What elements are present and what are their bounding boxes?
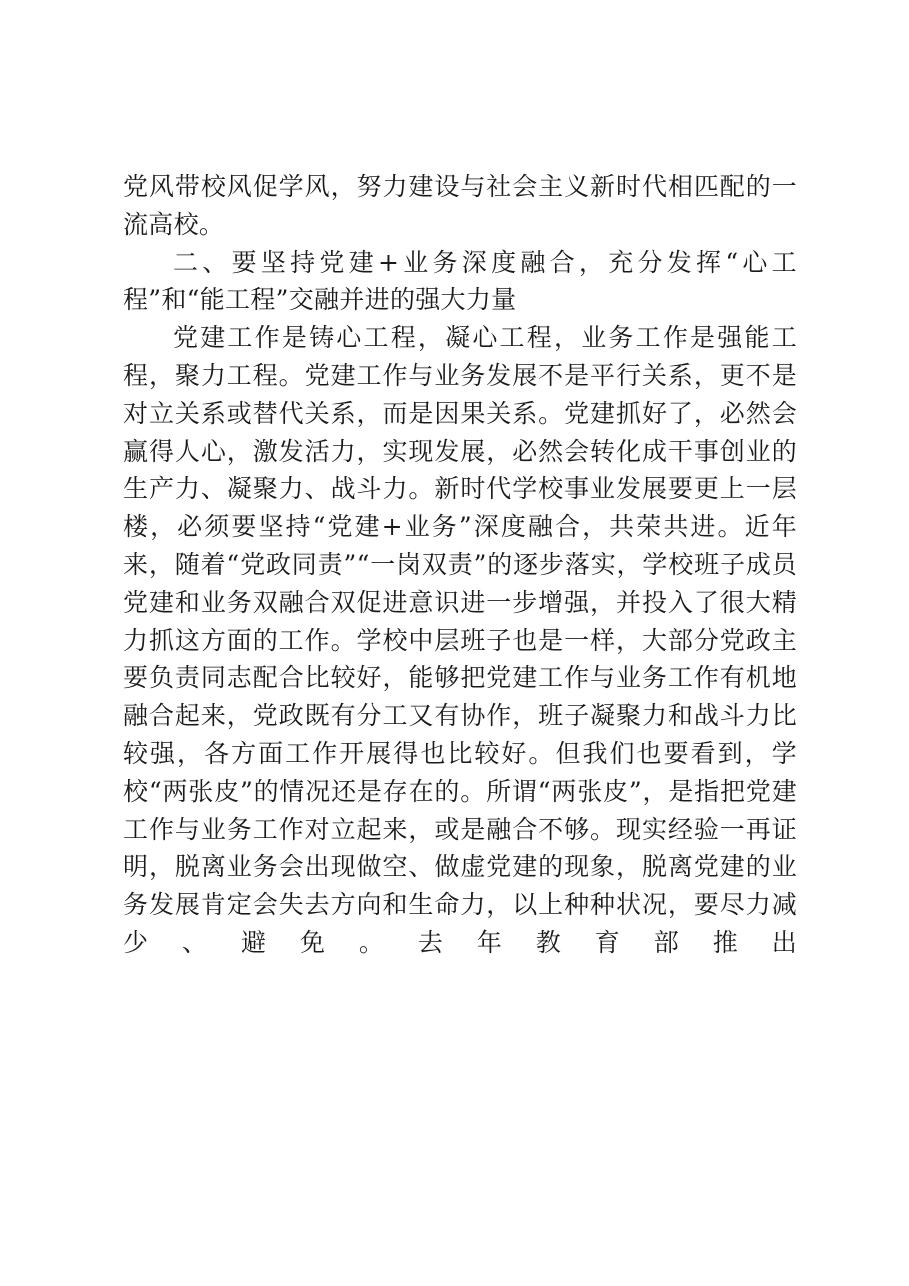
paragraph-body: 党建工作是铸心工程，凝心工程，业务工作是强能工程，聚力工程。党建工作与业务发展不是平行关系，更不是对立关系或替代关系，而是因果关系。党建抓好了，必然会赢得人心，激发活力，实现发展，必然会转化成干事创业的生产力、凝聚力、战斗力。新时代学校事业发展要更上一层楼，必须要坚持“党建+业务”深度融合，共荣共进。近年来，随着“党政同责”“一岗双责”的逐步落实，学校班子成员党建和业务双融合双促进意识进一步增强，并投入了很大精力抓这方面的工作。学校中层班子也是一样，大部分党政主要负责同志配合比较好，能够把党建工作与业务工作有机地融合起来，党政既有分工又有协作，班子凝聚力和战斗力比较强，各方面工作开展得也比较好。但我们也要看到，学校“两张皮”的情况还是存在的。所谓“两张皮”，是指把党建工作与业务工作对立起来，或是融合不够。现实经验一再证明，脱离业务会出现做空、做虚党建的现象，脱离党建的业务发展肯定会失去方向和生命力，以上种种状况，要尽力减少、避免。去年教育部推出 (123, 323, 797, 957)
paragraph-continuation: 党风带校风促学风，努力建设与社会主义新时代相匹配的一流高校。 (123, 172, 797, 239)
section-heading-two: 二、要坚持党建+业务深度融合，充分发挥“心工程”和“能工程”交融并进的强大力量 (123, 247, 797, 315)
body-text (123, 168, 797, 962)
